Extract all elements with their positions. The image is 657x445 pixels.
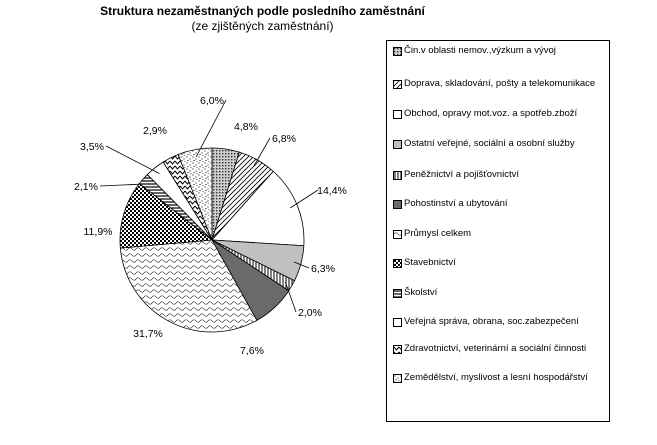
legend-label-1: Čin.v oblasti nemov.,výzkum a vývoj [404,45,556,56]
legend-label-10: Veřejná správa, obrana, soc.zabezpečení [404,316,579,327]
legend-label-6: Pohostinství a ubytování [404,198,508,209]
legend-item-12 [393,372,605,384]
legend-swatch-1 [393,47,402,56]
legend-swatch-12 [393,374,402,383]
legend-swatch-3 [393,110,402,119]
data-label-12: 6,0% [200,95,224,107]
legend-label-4: Ostatní veřejné, sociální a osobní služby [404,138,575,149]
data-label-11: 2,9% [143,125,167,137]
data-label-7: 31,7% [133,328,163,340]
legend-swatch-2 [393,80,402,89]
legend-item-2 [393,78,605,90]
legend-swatch-6 [393,200,402,209]
legend-label-8: Stavebnictví [404,257,456,268]
legend-label-11: Zdravotnictví, veterinární a sociální činnosti [404,343,587,354]
legend-swatch-9 [393,289,402,298]
leader-line-10 [106,146,159,174]
legend-swatch-11 [393,345,402,354]
legend-label-7: Průmysl celkem [404,228,472,239]
legend-swatch-10 [393,318,402,327]
data-label-2: 6,8% [272,133,296,145]
chart-legend [386,40,610,422]
data-label-5: 2,0% [298,307,322,319]
legend-item-9 [393,287,605,299]
legend-swatch-8 [393,259,402,268]
data-label-3: 14,4% [317,185,347,197]
legend-swatch-5 [393,171,402,180]
leader-line-2 [254,138,270,166]
legend-item-7 [393,228,605,240]
legend-item-11 [393,343,605,355]
legend-label-9: Školství [404,287,438,298]
data-label-9: 2,1% [74,181,98,193]
data-label-10: 3,5% [80,141,104,153]
legend-label-2: Doprava, skladování, pošty a telekomunikace [404,78,596,89]
data-label-8: 11,9% [83,226,113,238]
data-label-4: 6,3% [311,263,335,275]
legend-swatch-7 [393,230,402,239]
legend-item-10 [393,316,605,328]
legend-item-5 [393,169,605,181]
data-label-6: 7,6% [240,345,264,357]
legend-item-3 [393,108,605,120]
chart-subtitle: (ze zjištěných zaměstnání) [191,19,334,33]
legend-label-3: Obchod, opravy mot.voz. a spotřeb.zboží [404,108,578,119]
chart-title: Struktura nezaměstnaných podle posledního zaměstnání [100,4,425,18]
legend-item-8 [393,257,605,269]
legend-swatch-4 [393,140,402,149]
legend-label-5: Peněžnictví a pojišťovnictví [404,169,519,180]
data-label-1: 4,8% [234,121,258,133]
legend-label-12: Zemědělství, myslivost a lesní hospodářství [404,372,588,383]
legend-item-4 [393,138,605,150]
legend-item-1 [393,45,605,57]
legend-item-6 [393,198,605,210]
